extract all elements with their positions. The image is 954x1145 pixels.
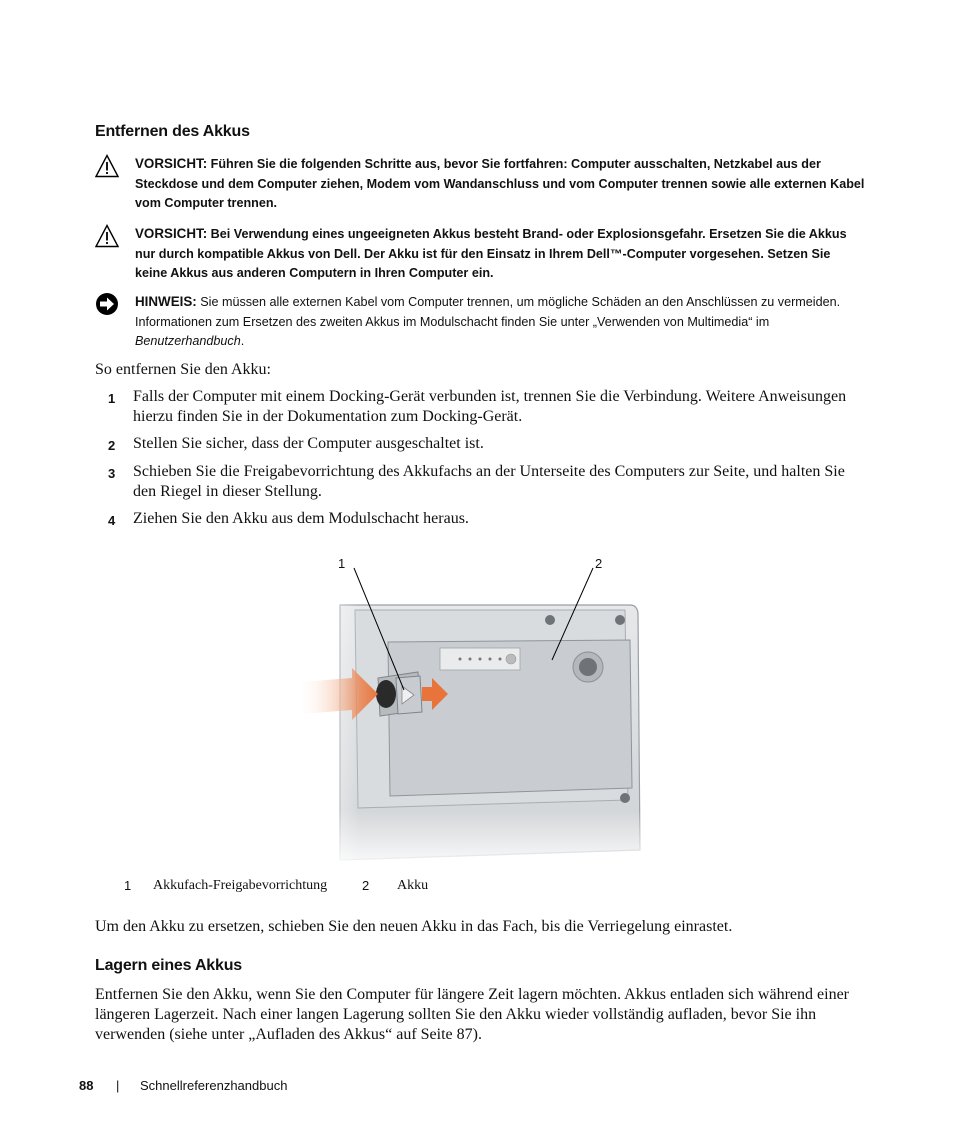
step-text: Ziehen Sie den Akku aus dem Modulschacht heraus. bbox=[133, 510, 469, 527]
step-item bbox=[95, 387, 865, 427]
footer-separator: | bbox=[116, 1078, 120, 1093]
intro-text: So entfernen Sie den Akku: bbox=[95, 361, 271, 378]
step-text: Stellen Sie sicher, dass der Computer ausgeschaltet ist. bbox=[133, 435, 484, 452]
legend-text: Akkufach-Freigabevorrichtung bbox=[153, 878, 328, 893]
section-heading-store-battery: Lagern eines Akkus bbox=[95, 957, 242, 974]
section-heading-remove-battery: Entfernen des Akkus bbox=[95, 123, 250, 140]
caution-label: VORSICHT: bbox=[135, 226, 208, 241]
callout-2: 2 bbox=[595, 556, 603, 571]
step-number: 1 bbox=[108, 391, 116, 406]
legend-text: Akku bbox=[397, 878, 429, 893]
caution-note-2 bbox=[95, 224, 865, 284]
step-number: 4 bbox=[108, 513, 116, 528]
step-text: Schieben Sie die Freigabevorrichtung des Akkufachs an der Unterseite des Computers zur Seite, und halten Sie den Riegel in dieser Stellung. bbox=[133, 463, 845, 500]
caution-text: Führen Sie die folgenden Schritte aus, bevor Sie fortfahren: Computer ausschalten, Netzkabel aus der Steckdose und dem Computer ziehen, Modem vom Wandanschluss und vom Computer trennen sowie alle externen Kabel vom Computer trennen. bbox=[135, 157, 865, 210]
step-number: 3 bbox=[108, 466, 116, 481]
caution-note-1 bbox=[95, 154, 865, 214]
footer-title: Schnellreferenzhandbuch bbox=[140, 1078, 288, 1093]
legend-number: 2 bbox=[362, 878, 370, 893]
replace-battery-text: Um den Akku zu ersetzen, schieben Sie den neuen Akku in das Fach, bis die Verriegelung einrastet. bbox=[95, 918, 733, 935]
step-item bbox=[95, 462, 865, 502]
laptop-underside-image bbox=[300, 550, 660, 870]
legend-number: 1 bbox=[124, 878, 132, 893]
notice-text-italic: Benutzerhandbuch bbox=[135, 334, 241, 348]
battery-illustration bbox=[300, 550, 660, 870]
step-item bbox=[95, 434, 865, 454]
notice-label: HINWEIS: bbox=[135, 294, 197, 309]
warning-triangle-icon bbox=[95, 154, 119, 178]
notice-arrow-icon bbox=[95, 292, 119, 316]
step-number: 2 bbox=[108, 438, 116, 453]
page-number: 88 bbox=[79, 1078, 94, 1093]
notice-text: Sie müssen alle externen Kabel vom Computer trennen, um mögliche Schäden an den Anschlüssen zu vermeiden. Informationen zum Ersetzen des zweiten Akkus im Modulschacht finden Sie unter „Verwenden von Multimedia“ im bbox=[135, 295, 841, 329]
step-item bbox=[95, 509, 865, 529]
notice-note bbox=[95, 292, 865, 352]
callout-1: 1 bbox=[338, 556, 346, 571]
warning-triangle-icon bbox=[95, 224, 119, 248]
notice-text-end: . bbox=[240, 334, 245, 348]
caution-label: VORSICHT: bbox=[135, 156, 208, 171]
step-text: Falls der Computer mit einem Docking-Gerät verbunden ist, trennen Sie die Verbindung. Weitere Anweisungen hierzu finden Sie in der Dokumentation zum Docking-Gerät. bbox=[133, 388, 847, 425]
store-battery-text: Entfernen Sie den Akku, wenn Sie den Computer für längere Zeit lagern möchten. Akkus entladen sich während einer längeren Lagerzeit. Nach einer langen Lagerung sollten Sie den Akku wieder vollständig aufladen, bevor Sie ihn verwenden (siehe unter „Aufladen des Akkus“ auf Seite 87). bbox=[95, 986, 849, 1043]
caution-text: Bei Verwendung eines ungeeigneten Akkus besteht Brand- oder Explosionsgefahr. Ersetzen Sie die Akkus nur durch kompatible Akkus von Dell. Der Akku ist für den Einsatz in Ihrem Dell™-Computer vorgesehen. Setzen Sie keine Akkus aus anderen Computern in Ihren Computer ein. bbox=[135, 227, 847, 280]
